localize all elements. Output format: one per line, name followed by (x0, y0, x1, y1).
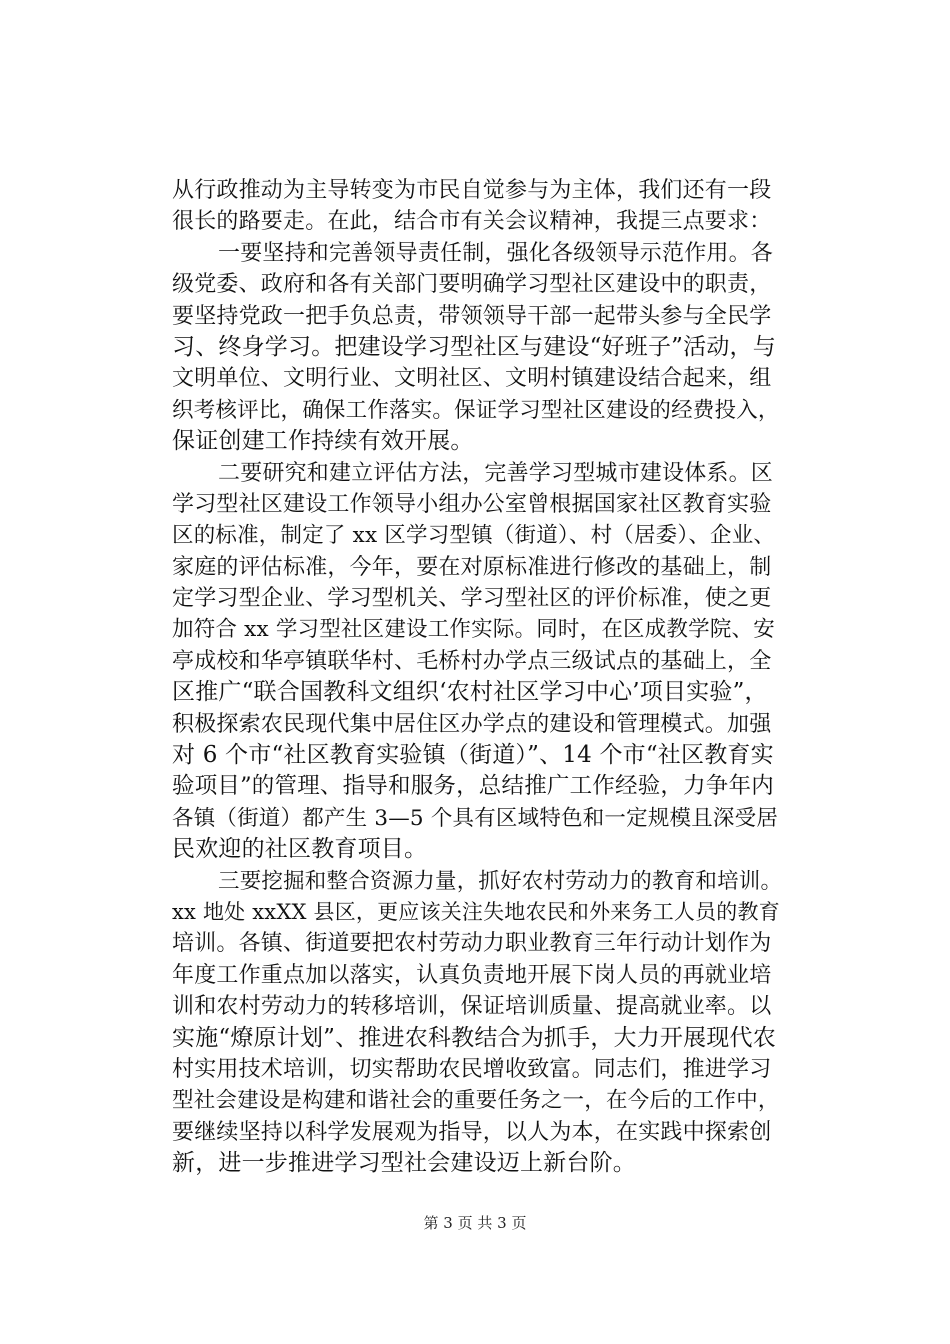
text-line: 一要坚持和完善领导责任制，强化各级领导示范作用。各 (218, 240, 774, 266)
document-body (172, 175, 782, 1180)
text-line: 验项目”的管理、指导和服务，总结推广工作经验，力争年内 (172, 773, 774, 800)
text-line: 亭成校和华亭镇联华村、毛桥村办学点三级试点的基础上，全 (172, 648, 772, 674)
text-line: 村实用技术培训，切实帮助农民增收致富。同志们，推进学习 (172, 1056, 772, 1082)
text-line: 从行政推动为主导转变为市民自觉参与为主体，我们还有一段 (172, 178, 772, 203)
text-line: xx 地处 xxXX 县区，更应该关注失地农民和外来务工人员的教育 (172, 899, 780, 924)
text-line: 实施“燎原计划”、推进农科教结合为抓手，大力开展现代农 (172, 1024, 776, 1051)
text-line: 织考核评比，确保工作落实。保证学习型社区建设的经费投入， (172, 397, 780, 423)
text-line: 对 6 个市“社区教育实验镇（街道）”、14 个市“社区教育实 (172, 742, 774, 769)
page-footer: 第 3 页 共 3 页 (423, 1214, 527, 1232)
text-line: 民欢迎的社区教育项目。 (172, 836, 428, 863)
text-line: 很长的路要走。在此，结合市有关会议精神，我提三点要求： (172, 209, 772, 235)
text-line: 训和农村劳动力的转移培训，保证培训质量、提高就业率。以 (172, 994, 772, 1020)
text-line: 级党委、政府和各有关部门要明确学习型社区建设中的职责， (172, 272, 772, 298)
text-line: 新，进一步推进学习型社会建设迈上新台阶。 (172, 1150, 636, 1177)
text-line: 各镇（街道）都产生 3—5 个具有区域特色和一定规模且深受居 (172, 805, 779, 831)
text-line: 三要挖掘和整合资源力量，抓好农村劳动力的教育和培训。 (218, 868, 783, 894)
text-line: 加符合 xx 学习型社区建设工作实际。同时，在区成教学院、安 (172, 617, 775, 643)
text-line: 定学习型企业、学习型机关、学习型社区的评价标准，使之更 (172, 586, 772, 612)
text-line: 保证创建工作持续有效开展。 (172, 428, 474, 455)
text-line: 要坚持党政一把手负总责，带领领导干部一起带头参与全民学 (172, 303, 772, 329)
text-line: 区推广“联合国教科文组织‘农村社区学习中心’项目实验”， (172, 679, 768, 706)
text-line: 要继续坚持以科学发展观为指导，以人为本，在实践中探索创 (172, 1119, 772, 1145)
text-line: 区的标准，制定了 xx 区学习型镇（街道）、村（居委）、企业、 (172, 523, 776, 549)
text-line: 二要研究和建立评估方法，完善学习型城市建设体系。区 (218, 460, 774, 486)
text-line: 型社会建设是构建和谐社会的重要任务之一，在今后的工作中， (172, 1088, 780, 1114)
text-line: 积极探索农民现代集中居住区办学点的建设和管理模式。加强 (172, 711, 772, 737)
text-line: 年度工作重点加以落实，认真负责地开展下岗人员的再就业培 (172, 962, 772, 988)
text-line: 习、终身学习。把建设学习型社区与建设“好班子”活动，与 (172, 333, 776, 360)
text-line: 培训。各镇、街道要把农村劳动力职业教育三年行动计划作为 (172, 931, 772, 957)
text-line: 学习型社区建设工作领导小组办公室曾根据国家社区教育实验 (172, 491, 772, 517)
text-line: 文明单位、文明行业、文明社区、文明村镇建设结合起来，组 (172, 366, 772, 392)
text-line: 家庭的评估标准，今年，要在对原标准进行修改的基础上，制 (172, 554, 772, 580)
